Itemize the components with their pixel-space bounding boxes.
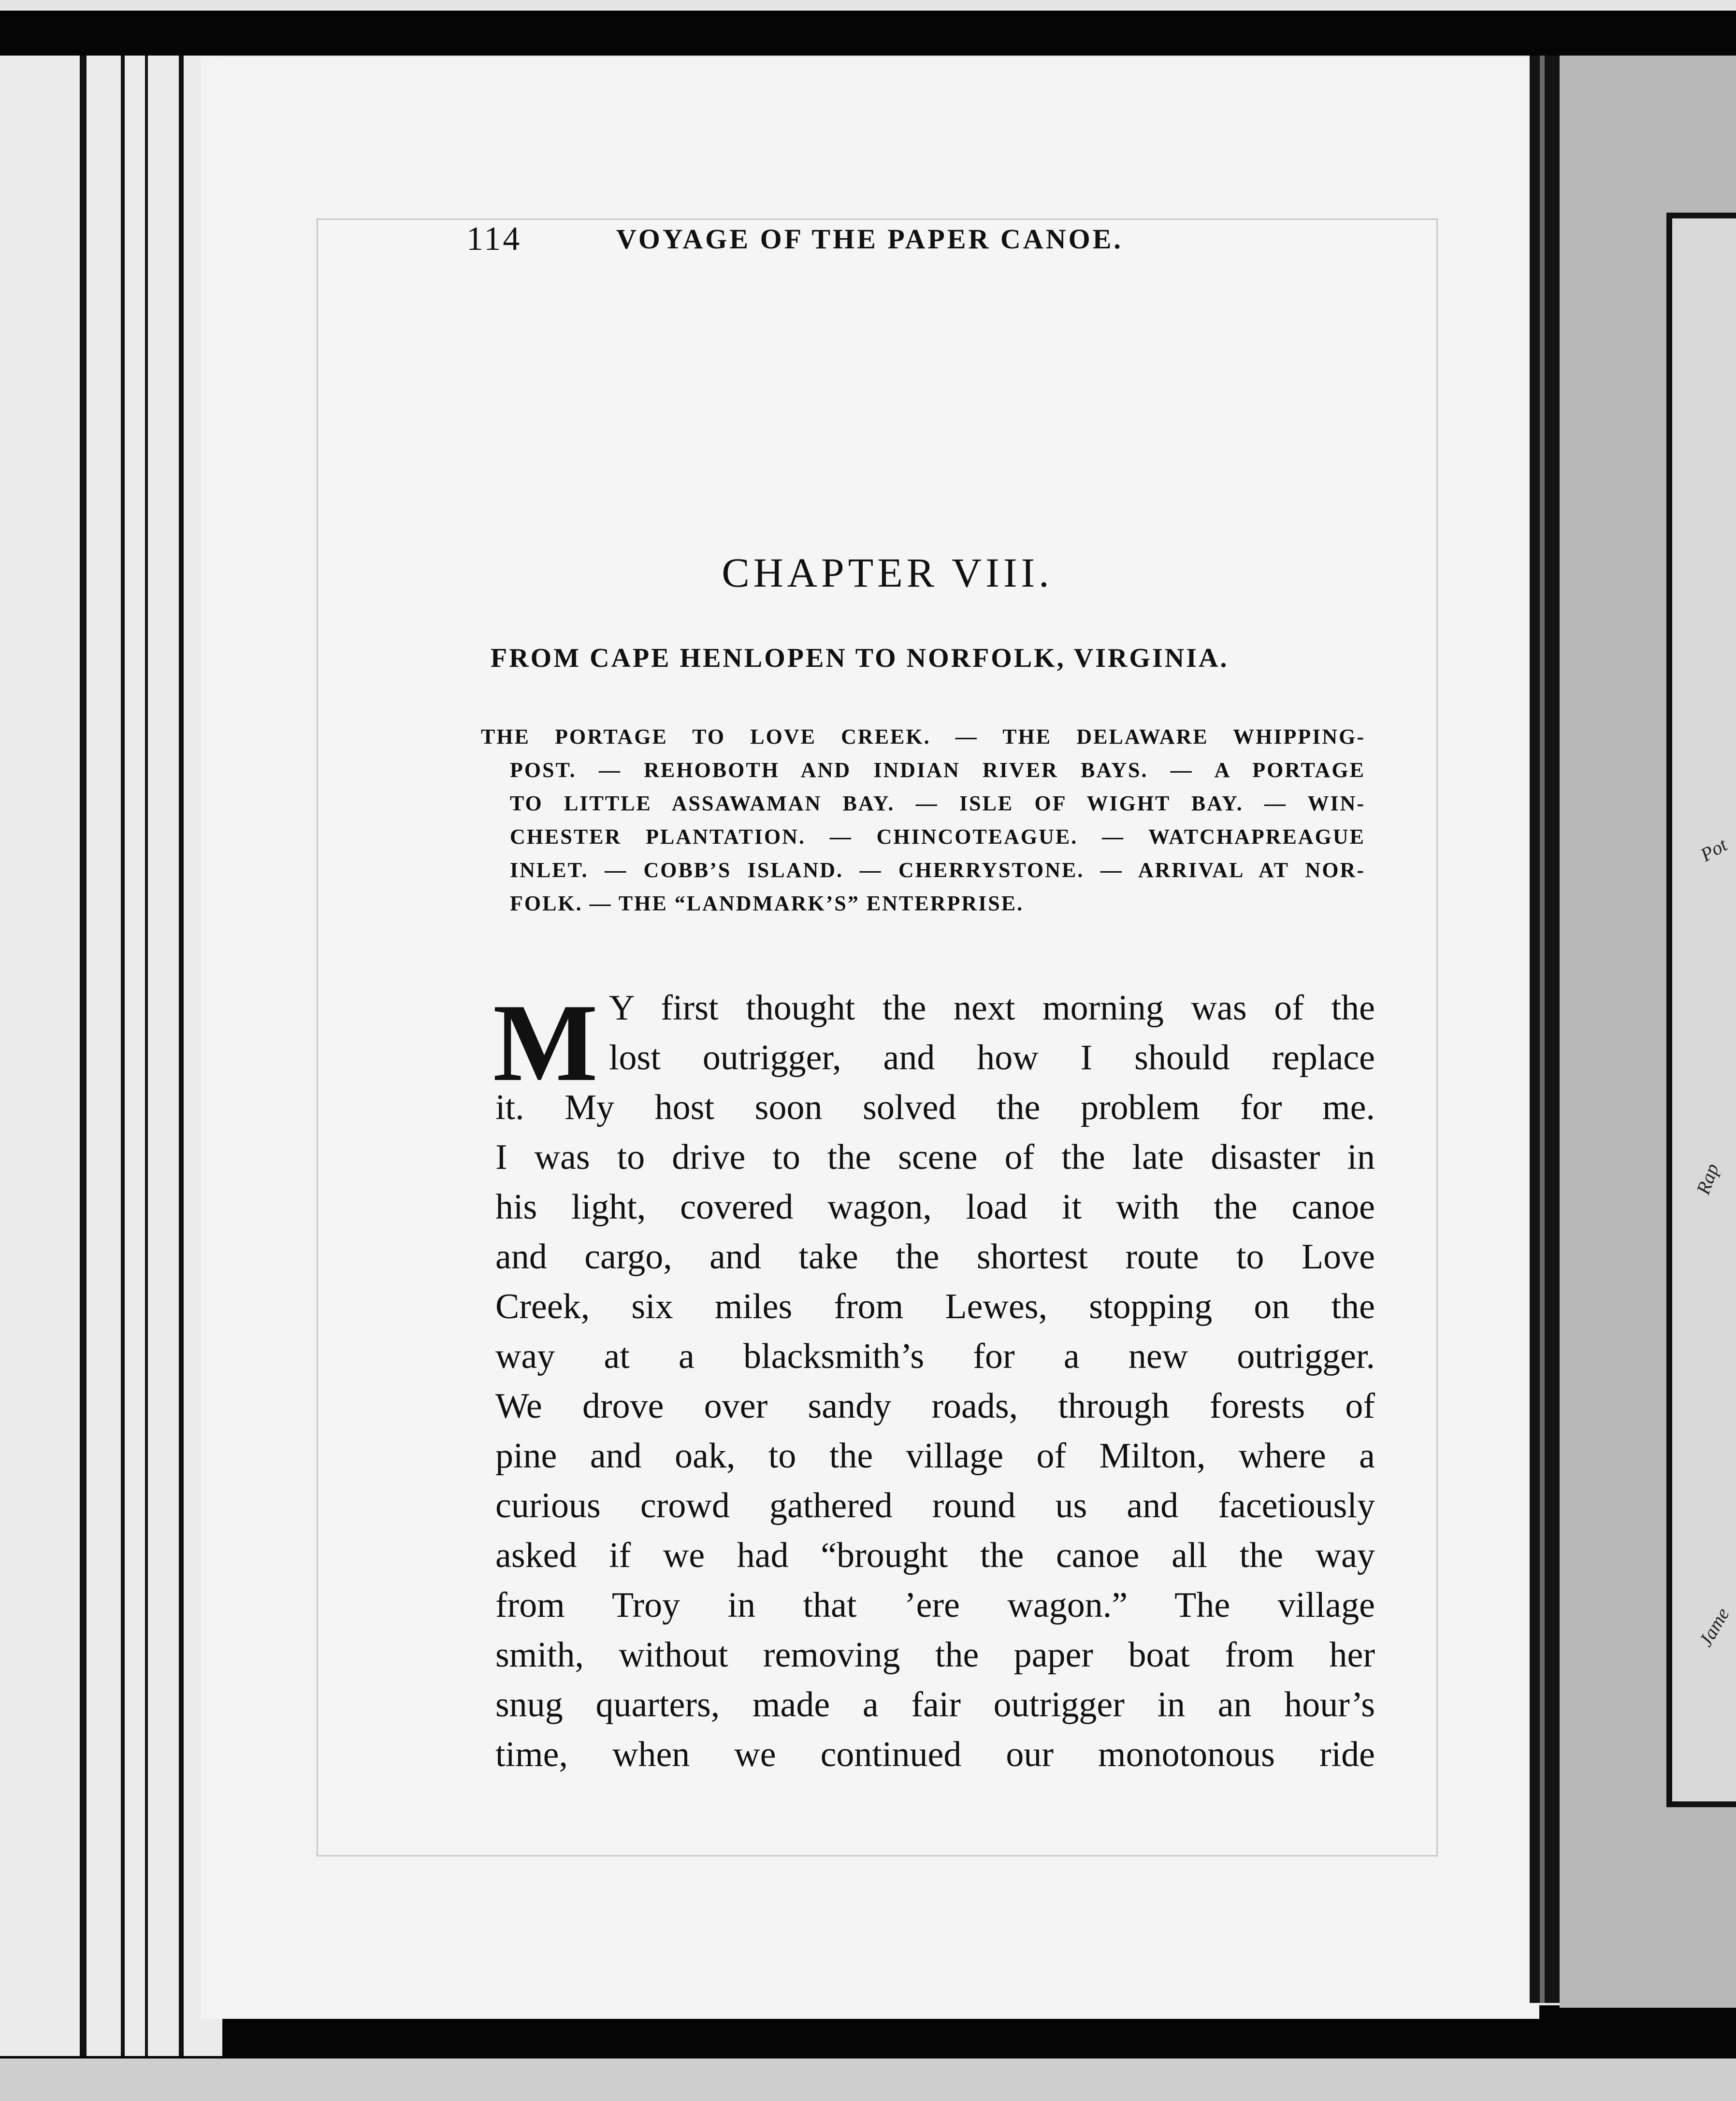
body-line: Creek, six miles from Lewes, stopping on the (495, 1287, 1375, 1326)
body-line: lost outrigger, and how I should replace (609, 1038, 1375, 1078)
body-text (495, 983, 1375, 1780)
synopsis-line: CHESTER PLANTATION. — CHINCOTEAGUE. — WATCHAPREAGUE (510, 825, 1365, 849)
synopsis-line: POST. — REHOBOTH AND INDIAN RIVER BAYS. — A PORTAGE (510, 758, 1365, 782)
synopsis-line: TO LITTLE ASSAWAMAN BAY. — ISLE OF WIGHT BAY. — WIN- (510, 791, 1365, 815)
map-label-pot: Pot (1696, 834, 1731, 866)
synopsis-line: INLET. — COBB’S ISLAND. — CHERRYSTONE. — ARRIVAL AT NOR- (510, 858, 1365, 882)
drop-cap: M (493, 981, 598, 1104)
chapter-synopsis (481, 720, 1365, 920)
body-line: way at a blacksmith’s for a new outrigger. (495, 1337, 1375, 1376)
running-title: VOYAGE OF THE PAPER CANOE. (616, 223, 1123, 255)
running-header (466, 220, 1288, 259)
book-spine (1530, 56, 1560, 2003)
map-label-jame: Jame (1694, 1604, 1734, 1650)
body-line: pine and oak, to the village of Milton, where a (495, 1436, 1375, 1476)
body-line: We drove over sandy roads, through forests of (495, 1386, 1375, 1426)
body-line: it. My host soon solved the problem for me. (495, 1088, 1375, 1127)
body-line: smith, without removing the paper boat from her (495, 1635, 1375, 1675)
synopsis-line: THE PORTAGE TO LOVE CREEK. — THE DELAWARE WHIPPING- (481, 725, 1365, 748)
map-fragment (1666, 213, 1736, 1807)
spine-highlight (1540, 56, 1545, 2003)
chapter-title: CHAPTER VIII. (722, 549, 1053, 596)
left-page-edge-4 (179, 56, 184, 2056)
bottom-film-strip (0, 2058, 1736, 2101)
body-line: time, when we continued our monotonous ride (495, 1735, 1375, 1774)
synopsis-line: FOLK. — THE “LANDMARK’S” ENTERPRISE. (510, 892, 1024, 915)
left-facing-page (0, 56, 222, 2056)
body-line: snug quarters, made a fair outrigger in an hour’s (495, 1685, 1375, 1725)
page-number: 114 (466, 220, 522, 258)
left-page-edge-1 (80, 56, 87, 2056)
body-line: Y first thought the next morning was of the (609, 988, 1375, 1028)
body-line: and cargo, and take the shortest route to Love (495, 1237, 1375, 1277)
map-label-rap: Rap (1692, 1160, 1723, 1197)
body-line: from Troy in that ’ere wagon.” The village (495, 1585, 1375, 1625)
body-line: curious crowd gathered round us and facetiously (495, 1486, 1375, 1525)
left-page-edge-2 (121, 56, 125, 2056)
left-page-edge-3 (145, 56, 148, 2056)
top-film-edge (0, 0, 1736, 11)
chapter-subtitle: FROM CAPE HENLOPEN TO NORFOLK, VIRGINIA. (491, 643, 1229, 673)
body-line: his light, covered wagon, load it with the canoe (495, 1187, 1375, 1227)
body-line: I was to drive to the scene of the late disaster in (495, 1137, 1375, 1177)
body-line: asked if we had “brought the canoe all the way (495, 1536, 1375, 1575)
